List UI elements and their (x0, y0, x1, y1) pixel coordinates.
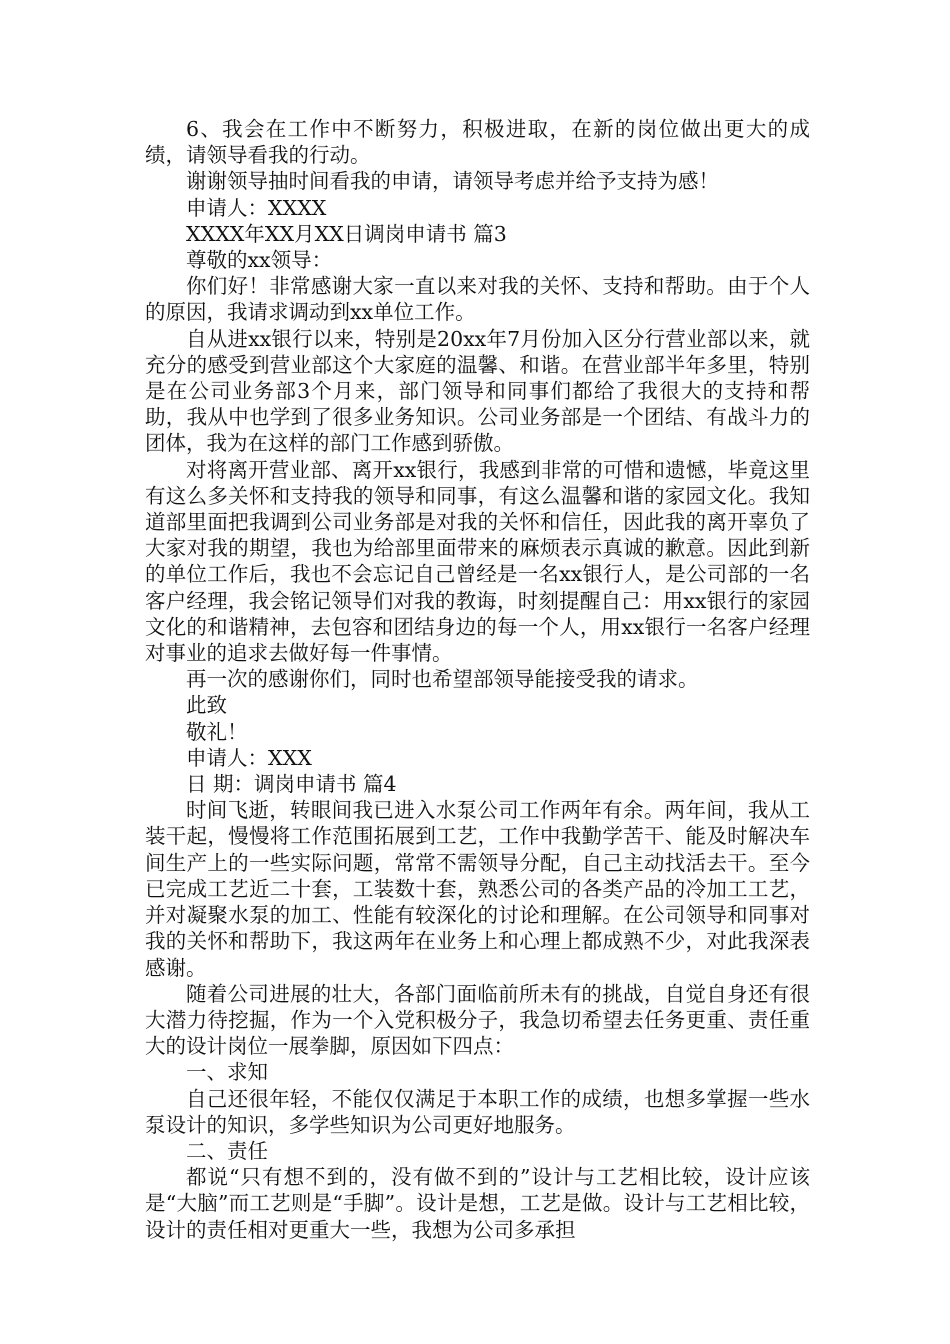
closing-cizhi: 此致 (186, 693, 227, 718)
closing-jingli: 敬礼！ (186, 719, 248, 744)
section-heading-3: XXXX年XX月XX日调岗申请书 篇3 (186, 221, 507, 246)
paragraph-experience: 自从进xx银行以来，特别是20xx年7月份加入区分行营业部以来，就充分的感受到营业部这个大家庭的温馨、和谐。在营业部半年多里，特别是在公司业务部3个月来，部门领导和同事们都给了我很大的支持和帮助，我从中也学到了很多业务知识。公司业务部是一个团结、有战斗力的团体，我为在这样的部门工作感到骄傲。 (145, 326, 810, 456)
paragraph-reasons-intro: 随着公司进展的壮大，各部门面临前所未有的挑战，自觉自身还有很大潜力待挖掘，作为一个入党积极分子，我急切希望去任务更重、责任重大的设计岗位一展拳脚，原因如下四点： (145, 981, 810, 1059)
document-page (145, 116, 810, 1243)
applicant-line: 申请人：XXXX (186, 195, 327, 220)
paragraph-closing-thanks: 再一次的感谢你们，同时也希望部领导能接受我的请求。 (186, 667, 699, 692)
applicant-line-2: 申请人：XXX (186, 745, 312, 770)
paragraph-responsibility: 都说“只有想不到的，没有做不到的”设计与工艺相比较，设计应该是“大脑”而工艺则是“手脚”。设计是想，工艺是做。设计与工艺相比较，设计的责任相对更重大一些，我想为公司多承担 (145, 1165, 810, 1242)
salutation: 尊敬的xx领导： (186, 248, 333, 273)
paragraph-work-history: 时间飞逝，转眼间我已进入水泵公司工作两年有余。两年间，我从工装干起，慢慢将工作范围拓展到工艺，工作中我勤学苦干、能及时解决车间生产上的一些实际问题，常常不需领导分配，自己主动找活去干。至今已完成工艺近二十套，工装数十套，熟悉公司的各类产品的冷加工工艺，并对凝聚水泵的加工、性能有较深化的讨论和理解。在公司领导和同事对我的关怀和帮助下，我这两年在业务上和心理上都成熟不少，对此我深表感谢。 (145, 798, 810, 980)
subheading-responsibility: 二、责任 (186, 1138, 268, 1163)
section-heading-4: 日 期：调岗申请书 篇4 (186, 772, 397, 797)
paragraph-greeting: 你们好！非常感谢大家一直以来对我的关怀、支持和帮助。由于个人的原因，我请求调动到xx单位工作。 (145, 274, 810, 325)
paragraph-thanks: 谢谢领导抽时间看我的申请，请领导考虑并给予支持为感！ (186, 169, 719, 194)
subheading-learning: 一、求知 (186, 1060, 268, 1085)
paragraph-item-6: 6、我会在工作中不断努力，积极进取，在新的岗位做出更大的成绩，请领导看我的行动。 (145, 117, 810, 168)
paragraph-learning: 自己还很年轻，不能仅仅满足于本职工作的成绩，也想多掌握一些水泵设计的知识，多学些知识为公司更好地服务。 (145, 1086, 810, 1137)
paragraph-farewell: 对将离开营业部、离开xx银行，我感到非常的可惜和遗憾，毕竟这里有这么多关怀和支持我的领导和同事，有这么温馨和谐的家园文化。我知道部里面把我调到公司业务部是对我的关怀和信任，因此我的离开辜负了大家对我的期望，我也为给部里面带来的麻烦表示真诚的歉意。因此到新的单位工作后，我也不会忘记自己曾经是一名xx银行人，是公司部的一名客户经理，我会铭记领导们对我的教诲，时刻提醒自己：用xx银行的家园文化的和谐精神，去包容和团结身边的每一个人，用xx银行一名客户经理对事业的追求去做好每一件事情。 (145, 457, 810, 666)
